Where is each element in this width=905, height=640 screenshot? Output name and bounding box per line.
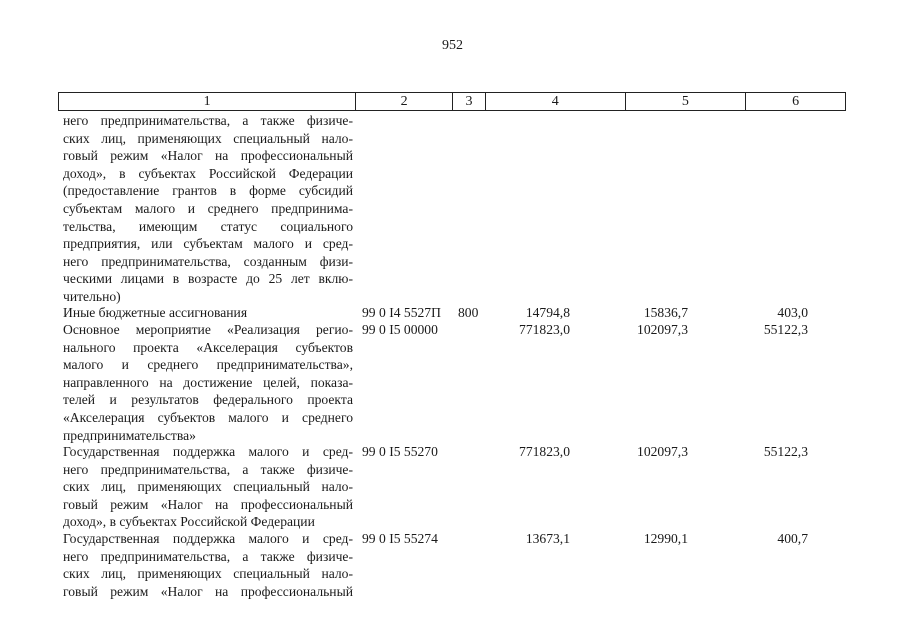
amount-column-4: 13673,1 xyxy=(525,531,570,546)
target-code: 99 0 I4 5527П xyxy=(362,305,441,320)
description-line: говый режим «Налог на профессиональный xyxy=(63,496,353,512)
amount-column-4: 771823,0 xyxy=(519,444,570,459)
target-code: 99 0 I5 00000 xyxy=(362,322,438,337)
description-line: ских лиц, применяющих специальный нало- xyxy=(63,566,353,582)
row-description xyxy=(63,321,353,444)
table-header xyxy=(58,92,846,111)
row-description xyxy=(63,112,353,306)
description-line: направленного на достижение целей, показа- xyxy=(63,374,353,390)
target-code: 99 0 I5 55270 xyxy=(362,444,438,459)
description-line: доход», в субъектах Российской Федерации xyxy=(63,514,315,530)
target-code: 99 0 I5 55274 xyxy=(362,531,438,546)
amount-column-6: 400,7 xyxy=(777,531,808,546)
amount-column-5: 12990,1 xyxy=(643,531,688,546)
description-line: Государственная поддержка малого и сред- xyxy=(63,444,353,459)
amount-column-5: 102097,3 xyxy=(637,444,688,459)
description-line: Основное мероприятие «Реализация регио- xyxy=(63,322,353,337)
page-number: 952 xyxy=(442,38,463,53)
description-line: ских лиц, применяющих специальный нало- xyxy=(63,130,353,146)
description-line: доход», в субъектах Российской Федерации xyxy=(63,165,353,181)
amount-column-6: 55122,3 xyxy=(763,322,808,337)
description-line: ческими лицами в возрасте до 25 лет вклю- xyxy=(63,271,353,287)
column-header-1: 1 xyxy=(59,93,356,110)
description-line: чительно) xyxy=(63,288,121,304)
row-description xyxy=(63,530,353,600)
description-line: него предпринимательства, а также физиче- xyxy=(63,113,353,128)
column-header-4: 4 xyxy=(486,93,626,110)
amount-column-5: 102097,3 xyxy=(637,322,688,337)
description-line: (предоставление грантов в форме субсидий xyxy=(63,183,353,199)
expense-type-code: 800 xyxy=(458,305,479,320)
description-line: предприятия, или субъектам малого и сред- xyxy=(63,236,353,252)
description-line: говый режим «Налог на профессиональный xyxy=(63,583,353,599)
description-line: него предпринимательства, созданным физи- xyxy=(63,253,353,269)
description-line: тельства, имеющим статус социального xyxy=(63,218,353,234)
description-line: него предпринимательства, а также физиче- xyxy=(63,548,353,564)
description-line: Государственная поддержка малого и сред- xyxy=(63,531,353,546)
column-header-3: 3 xyxy=(453,93,486,110)
column-header-5: 5 xyxy=(626,93,747,110)
description-line: Иные бюджетные ассигнования xyxy=(63,305,248,320)
row-description xyxy=(63,304,353,322)
amount-column-4: 771823,0 xyxy=(519,322,570,337)
description-line: него предпринимательства, а также физиче- xyxy=(63,461,353,477)
description-line: малого и среднего предпринимательства», xyxy=(63,357,353,373)
column-header-2: 2 xyxy=(356,93,453,110)
amount-column-5: 15836,7 xyxy=(643,305,688,320)
description-line: говый режим «Налог на профессиональный xyxy=(63,148,353,164)
description-line: телей и результатов федерального проекта xyxy=(63,392,353,408)
description-line: нального проекта «Акселерация субъектов xyxy=(63,339,353,355)
amount-column-4: 14794,8 xyxy=(525,305,570,320)
description-line: ских лиц, применяющих специальный нало- xyxy=(63,479,353,495)
description-line: предпринимательства» xyxy=(63,427,196,443)
amount-column-6: 403,0 xyxy=(777,305,808,320)
description-line: «Акселерация субъектов малого и среднего xyxy=(63,409,353,425)
column-header-6: 6 xyxy=(792,94,800,109)
description-line: субъектам малого и среднего предпринима- xyxy=(63,200,353,216)
row-description xyxy=(63,443,353,531)
amount-column-6: 55122,3 xyxy=(763,444,808,459)
